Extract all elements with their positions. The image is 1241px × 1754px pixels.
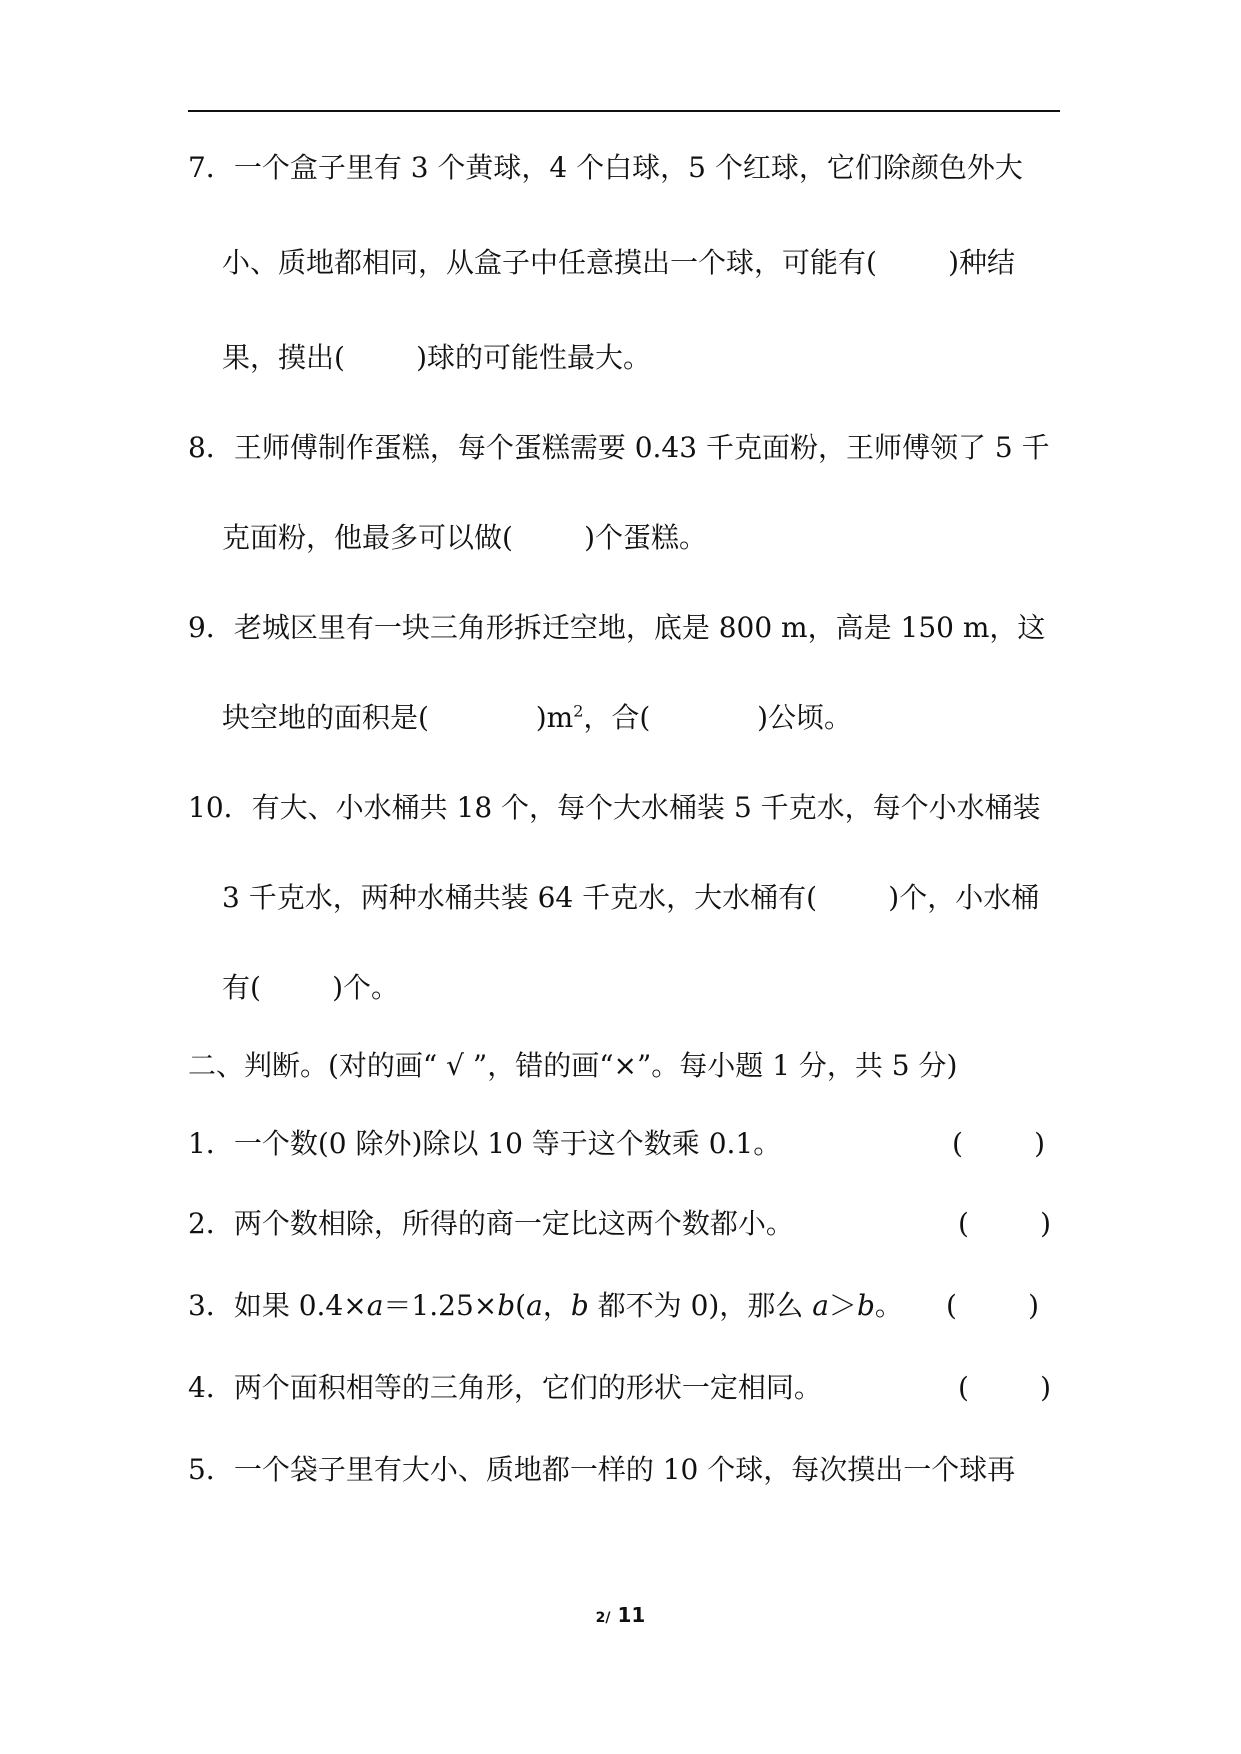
judge-item-3: 3．如果 0.4×a＝1.25×b(a，b 都不为 0)，那么 a＞b。 — [188, 1289, 903, 1322]
q8-line-1: 8．王师傅制作蛋糕，每个蛋糕需要 0.43 千克面粉，王师傅领了 5 千 — [188, 431, 1050, 464]
header-rule — [188, 110, 1060, 112]
q9-hectare-text: ，合( )公顷。 — [583, 701, 853, 734]
page-total: 11 — [610, 1603, 646, 1627]
q9-area-superscript: 2 — [573, 701, 584, 721]
q9-line-1: 9．老城区里有一块三角形拆迁空地，底是 800 m，高是 150 m，这 — [188, 611, 1046, 644]
judge-item-3-blank[interactable]: ( ) — [946, 1289, 1040, 1322]
q8-line-2: 克面粉，他最多可以做( )个蛋糕。 — [222, 521, 708, 554]
q7-line-1: 7．一个盒子里有 3 个黄球，4 个白球，5 个红球，它们除颜色外大 — [188, 151, 1023, 184]
q7-line-3: 果，摸出( )球的可能性最大。 — [222, 341, 652, 374]
judge-item-4: 4．两个面积相等的三角形，它们的形状一定相同。 — [188, 1371, 822, 1404]
q9-area-text: 块空地的面积是( )m — [222, 701, 574, 734]
judge-item-1: 1．一个数(0 除外)除以 10 等于这个数乘 0.1。 — [188, 1127, 782, 1160]
judge-item-1-blank[interactable]: ( ) — [952, 1127, 1046, 1160]
q10-line-1: 10．有大、小水桶共 18 个，每个大水桶装 5 千克水，每个小水桶装 — [188, 791, 1041, 824]
q10-line-2: 3 千克水，两种水桶共装 64 千克水，大水桶有( )个，小水桶 — [222, 881, 1040, 914]
section2-heading: 二、判断。(对的画“ √ ”，错的画“×”。每小题 1 分，共 5 分) — [188, 1049, 958, 1082]
judge-item-2-blank[interactable]: ( ) — [958, 1207, 1052, 1240]
q10-line-3: 有( )个。 — [222, 971, 400, 1004]
page-current: 2/ — [595, 1610, 611, 1626]
q7-line-2: 小、质地都相同，从盒子中任意摸出一个球，可能有( )种结 — [222, 246, 1016, 279]
q9-line-2 — [222, 700, 852, 736]
judge-item-4-blank[interactable]: ( ) — [958, 1371, 1052, 1404]
judge-item-2: 2．两个数相除，所得的商一定比这两个数都小。 — [188, 1207, 794, 1240]
page-number — [0, 1602, 1241, 1631]
judge-item-5: 5．一个袋子里有大小、质地都一样的 10 个球，每次摸出一个球再 — [188, 1453, 1016, 1486]
